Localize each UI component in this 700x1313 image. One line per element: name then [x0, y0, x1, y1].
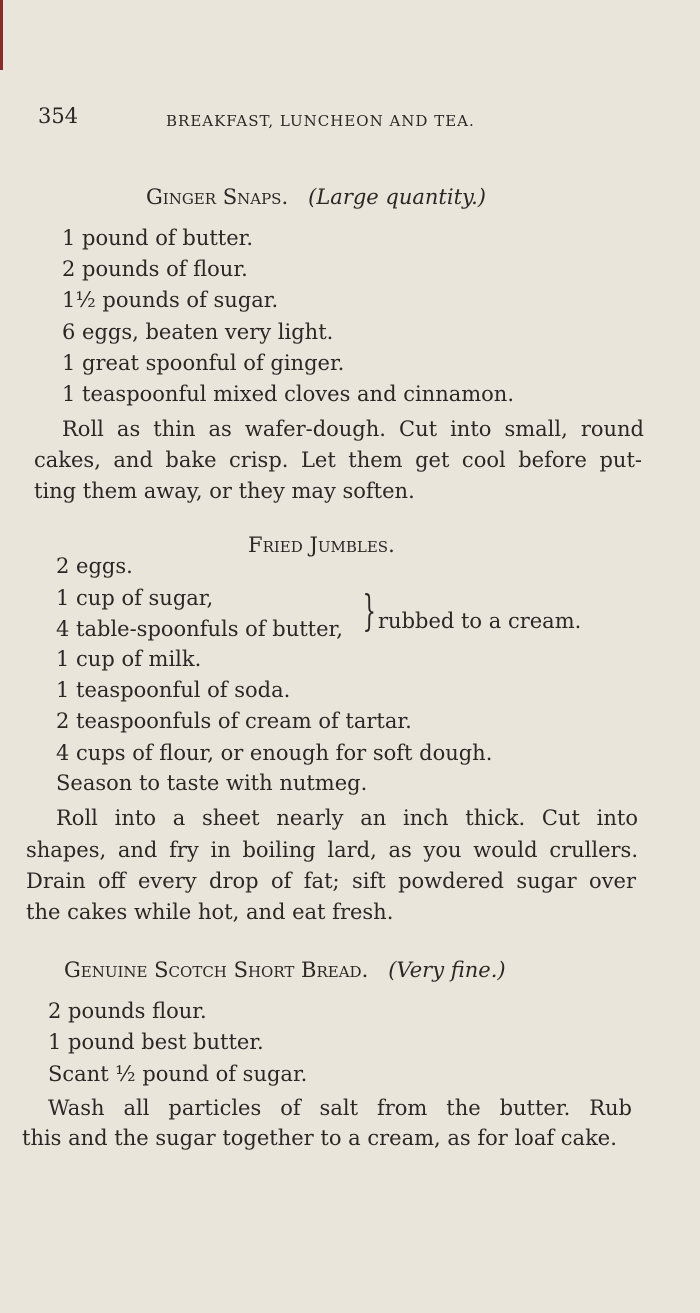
page-number: 354	[38, 104, 79, 128]
direction-line: cakes, and bake crisp. Let them get cool before put-	[34, 448, 642, 472]
ingredient-line: 1 cup of milk.	[56, 647, 202, 671]
ingredient-line: 1½ pounds of sugar.	[62, 288, 279, 312]
ingredient-line: 1 pound best butter.	[48, 1030, 264, 1054]
ingredient-line: 1 teaspoonful of soda.	[56, 678, 291, 702]
ingredient-line: 2 teaspoonfuls of cream of tartar.	[56, 709, 412, 733]
ingredient-line: Season to taste with nutmeg.	[56, 771, 368, 795]
ingredient-line: 1 teaspoonful mixed cloves and cinnamon.	[62, 382, 514, 406]
page-edge-mark	[0, 0, 3, 70]
recipe-title-fried-jumbles: Fried Jumbles.	[248, 533, 395, 557]
recipe-note: (Very fine.)	[388, 958, 506, 982]
direction-line: the cakes while hot, and eat fresh.	[26, 900, 394, 924]
ingredient-line: 2 pounds flour.	[48, 999, 207, 1023]
recipe-note: (Large quantity.)	[308, 185, 486, 209]
recipe-title-text: Genuine Scotch Short Bread.	[64, 958, 369, 982]
bracket-icon: }	[362, 586, 377, 635]
running-title: BREAKFAST, LUNCHEON AND TEA.	[166, 112, 475, 130]
direction-line: Roll as thin as wafer-dough. Cut into small, round	[62, 417, 644, 441]
ingredient-line: 1 great spoonful of ginger.	[62, 351, 345, 375]
ingredient-line: Scant ½ pound of sugar.	[48, 1062, 308, 1086]
ingredient-line: 4 table-spoonfuls of butter,	[56, 617, 343, 641]
ingredient-line: 2 pounds of flour.	[62, 257, 248, 281]
ingredient-line: 1 cup of sugar,	[56, 586, 214, 610]
direction-line: shapes, and fry in boiling lard, as you would crullers.	[26, 838, 638, 862]
ingredient-line: 1 pound of butter.	[62, 226, 254, 250]
bracket-note: rubbed to a cream.	[378, 609, 582, 633]
direction-line: Wash all particles of salt from the butter. Rub	[48, 1096, 632, 1120]
recipe-title-text: Ginger Snaps.	[146, 185, 289, 209]
direction-line: Drain off every drop of fat; sift powdered sugar over	[26, 869, 636, 893]
direction-line: this and the sugar together to a cream, as for loaf cake.	[22, 1126, 617, 1150]
ingredient-line: 2 eggs.	[56, 554, 133, 578]
direction-line: Roll into a sheet nearly an inch thick. Cut into	[56, 806, 638, 830]
direction-line: ting them away, or they may soften.	[34, 479, 415, 503]
ingredient-line: 6 eggs, beaten very light.	[62, 320, 334, 344]
recipe-title-ginger-snaps	[146, 187, 486, 208]
ingredient-line: 4 cups of flour, or enough for soft dough.	[56, 741, 493, 765]
recipe-title-short-bread	[64, 960, 506, 981]
